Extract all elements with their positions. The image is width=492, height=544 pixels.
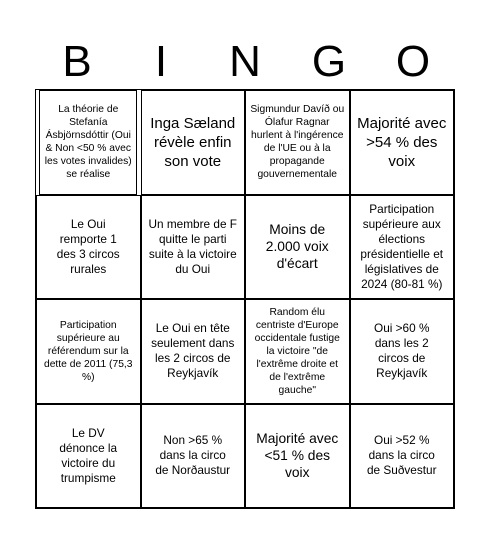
cell-text: Oui >60 % dans les 2 circos de Reykjavík bbox=[374, 321, 430, 381]
bingo-cell-r4c3[interactable] bbox=[245, 404, 350, 509]
bingo-cell-r4c1[interactable] bbox=[36, 404, 141, 509]
cell-text: Oui >52 % dans la circo de Suðvestur bbox=[366, 433, 437, 478]
cell-text: La théorie de Stefanía Ásbjörnsdóttir (Oui & Non <50 % avec les votes invalides) se réalise bbox=[44, 104, 132, 181]
cell-text: Non >65 % dans la circo de Norðaustur bbox=[155, 433, 231, 478]
cell-text: Inga Sæland révèle enfin son vote bbox=[150, 114, 236, 170]
bingo-cell-r2c3[interactable] bbox=[245, 195, 350, 300]
cell-text: Majorité avec >54 % des voix bbox=[357, 114, 447, 170]
bingo-cell-r1c3[interactable] bbox=[245, 90, 350, 195]
bingo-cell-r1c1[interactable] bbox=[39, 90, 137, 195]
cell-text: Sigmundur Davíð ou Ólafur Ragnar hurlent à l'ingérence de l'UE ou à la propagande gouvernementale bbox=[250, 104, 345, 181]
bingo-header bbox=[35, 34, 455, 90]
bingo-cell-r3c1[interactable] bbox=[36, 299, 141, 404]
header-letter-g: G bbox=[311, 37, 347, 86]
cell-text: Le Oui remporte 1 des 3 circos rurales bbox=[56, 216, 120, 276]
bingo-cell-r4c2[interactable] bbox=[141, 404, 246, 509]
cell-text: Moins de 2.000 voix d'écart bbox=[265, 222, 329, 272]
cell-text: Random élu centriste d'Europe occidentale fustige la victoire "de l'extrême droite et de l'extrême gauche" bbox=[254, 306, 340, 396]
bingo-cell-r2c2[interactable] bbox=[141, 195, 246, 300]
bingo-cell-r2c1[interactable] bbox=[36, 195, 141, 300]
cell-text: Participation supérieure au référendum sur la dette de 2011 (75,3 %) bbox=[43, 319, 133, 383]
bingo-cell-r3c4[interactable] bbox=[350, 299, 455, 404]
bingo-cell-r1c4[interactable] bbox=[350, 90, 455, 195]
bingo-cell-r3c3[interactable] bbox=[245, 299, 350, 404]
bingo-cell-r1c2[interactable] bbox=[141, 90, 246, 195]
header-letter-n: N bbox=[229, 37, 261, 86]
cell-text: Majorité avec <51 % des voix bbox=[256, 431, 339, 481]
cell-text: Le Oui en tête seulement dans les 2 circos de Reykjavík bbox=[151, 321, 235, 381]
cell-text: Le DV dénonce la victoire du trumpisme bbox=[59, 425, 118, 485]
cell-text: Participation supérieure aux élections présidentielle et législatives de 2024 (80-81 %) bbox=[360, 201, 444, 291]
header-letter-i: I bbox=[154, 37, 168, 86]
bingo-card bbox=[35, 89, 455, 509]
bingo-cell-r2c4[interactable] bbox=[350, 195, 455, 300]
bingo-cell-r3c2[interactable] bbox=[141, 299, 246, 404]
header-letter-b: B bbox=[62, 37, 92, 86]
bingo-cell-r4c4[interactable] bbox=[350, 404, 455, 509]
header-letter-o: O bbox=[395, 37, 431, 86]
cell-text: Un membre de F quitte le parti suite à la victoire du Oui bbox=[148, 216, 237, 276]
